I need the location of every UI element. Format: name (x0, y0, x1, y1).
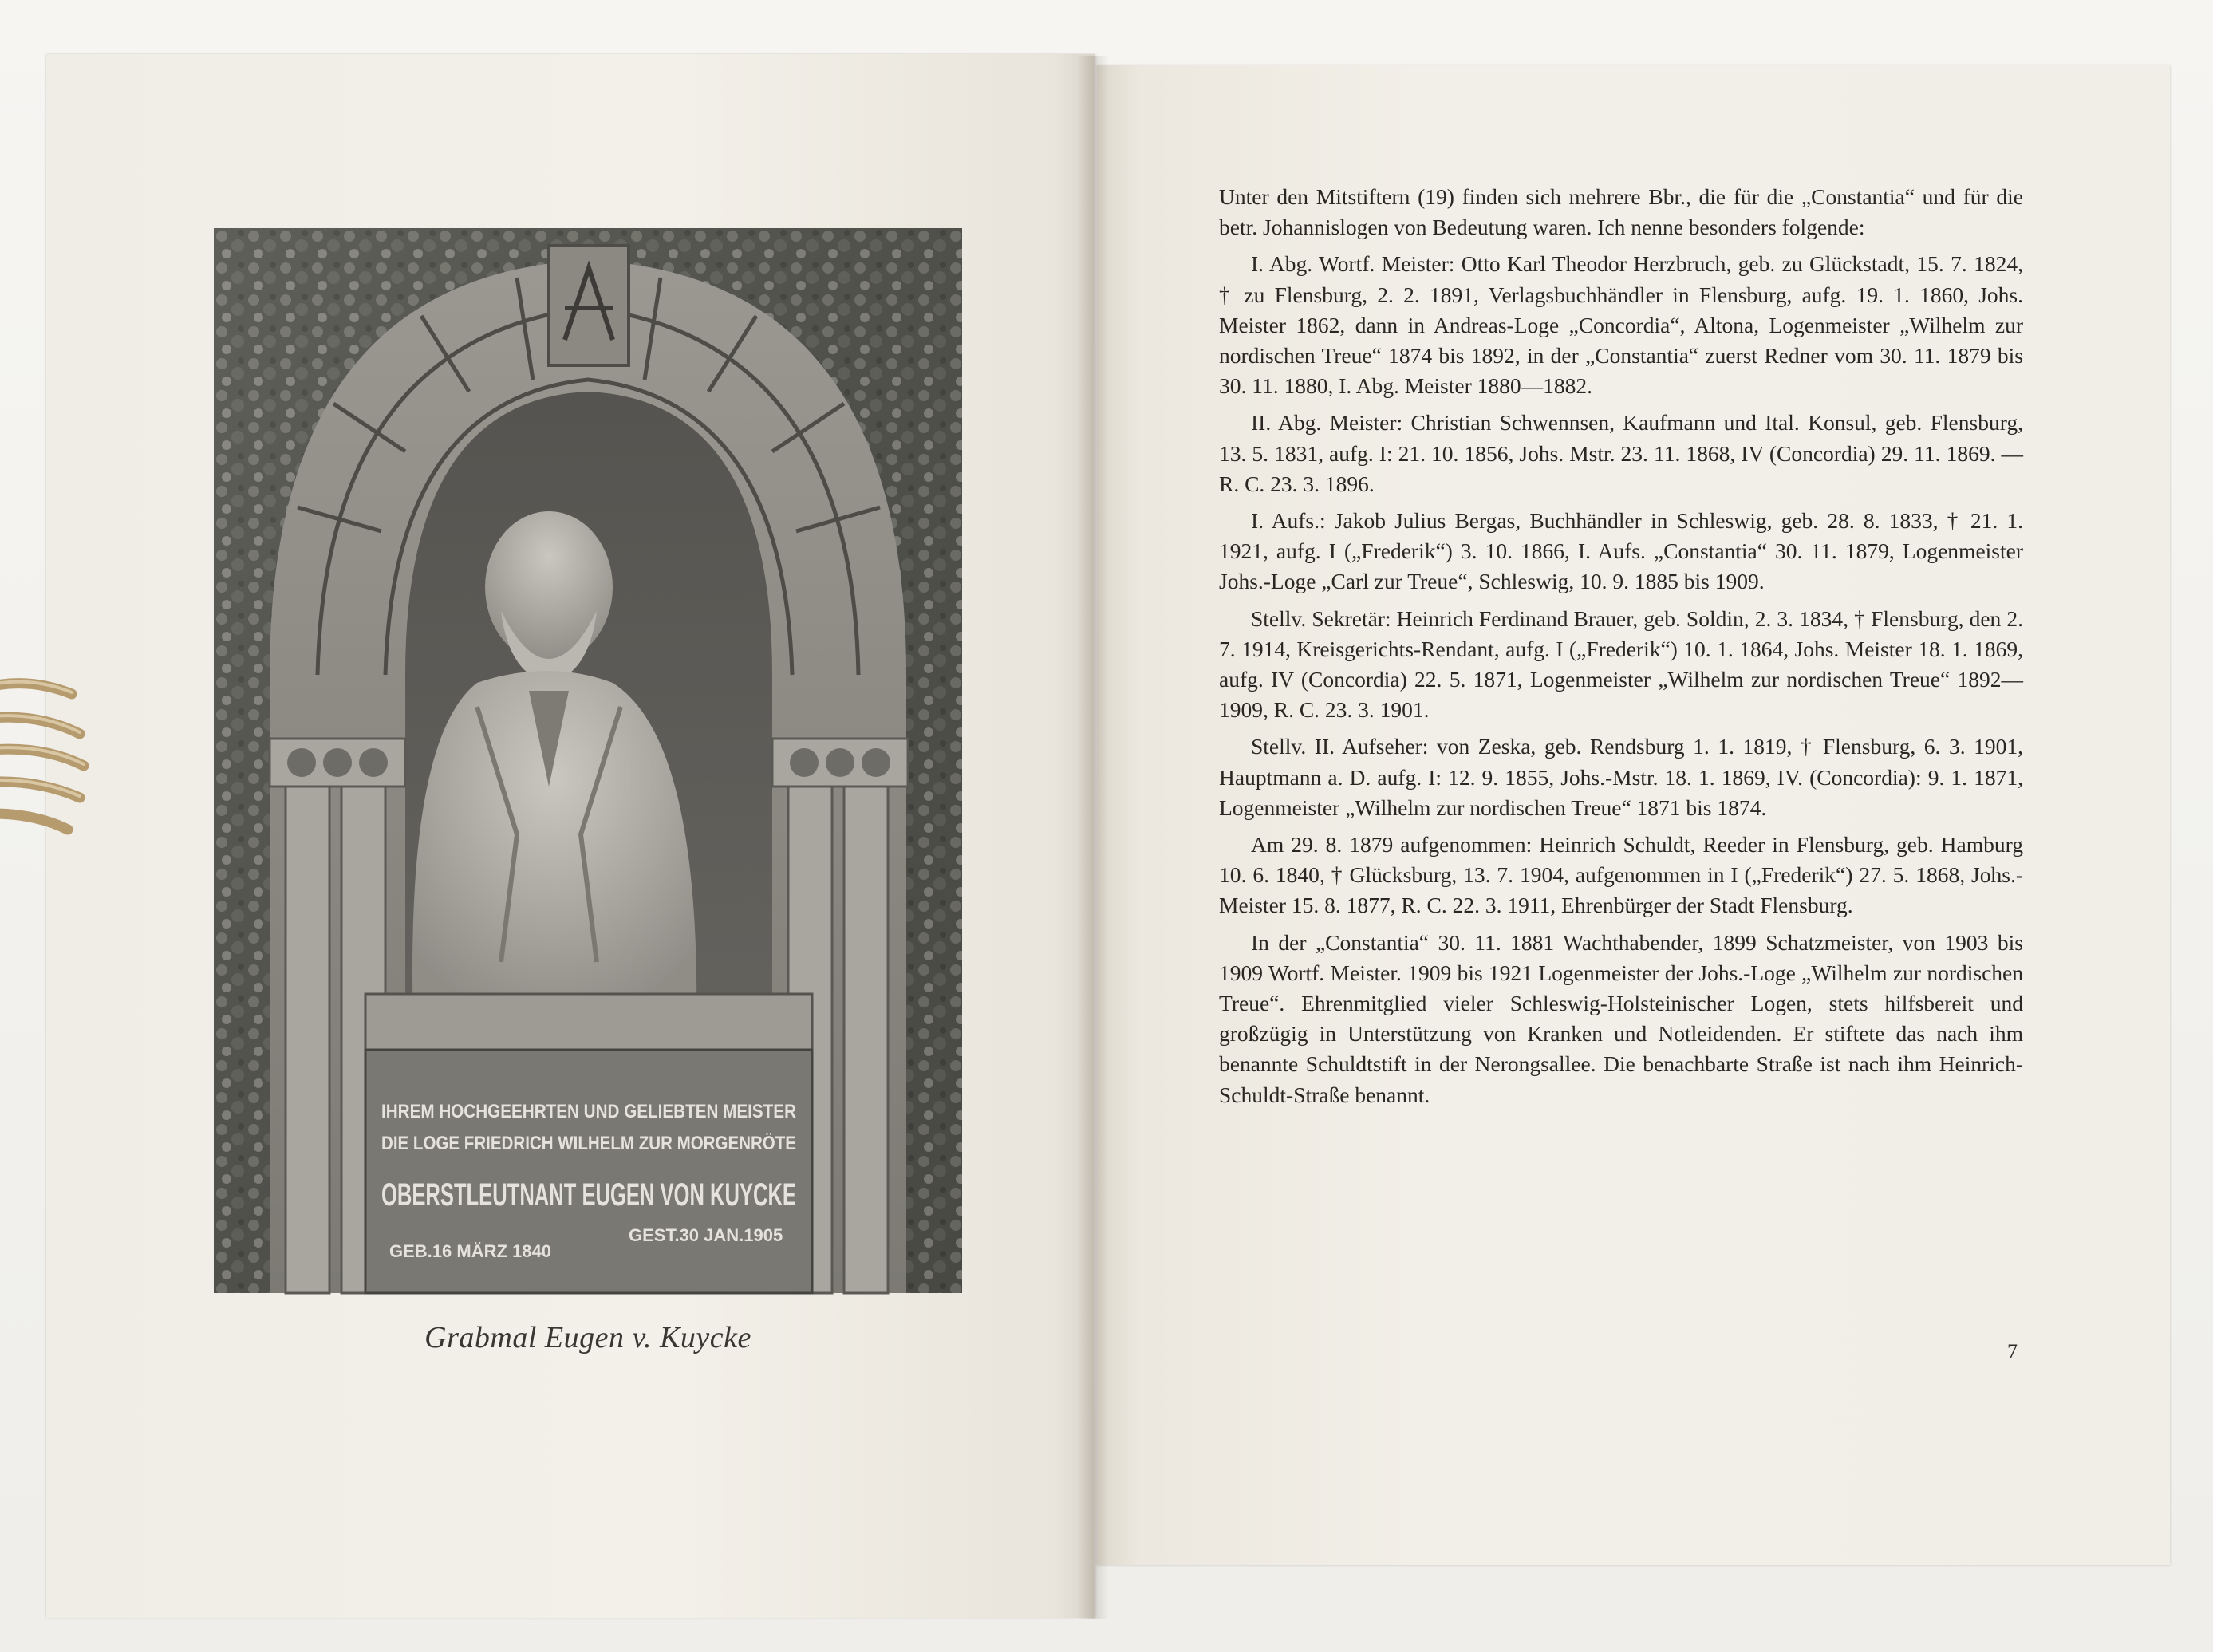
photo-caption: Grabmal Eugen v. Kuycke (424, 1321, 751, 1354)
paragraph-schuldt: Am 29. 8. 1879 aufgenommen: Heinrich Schuldt, Reeder in Flensburg, geb. Hamburg 10. 6. 1840, † Glücksburg, 13. 7. 1904, aufgenommen in I („Frederik“) 27. 5. 1868, Johs.-Meister 15. 8. 1877, R. C. 22. 3. 1911, Ehrenbürger der Stadt Flensburg. (1219, 832, 2023, 918)
page-number: 7 (2007, 1340, 2018, 1363)
grave-monument-photo (214, 228, 962, 1293)
book-gutter (1077, 56, 1109, 1619)
inscription-line-3: OBERSTLEUTNANT EUGEN VON KUYCKE (381, 1177, 796, 1212)
paragraph-intro: Unter den Mitstiftern (19) finden sich mehrere Bbr., die für die „Constantia“ und für die betr. Johannislogen von Bedeutung waren. Ich nenne besonders folgende: (1219, 184, 2023, 240)
inscription-born: GEB.16 MÄRZ 1840 (389, 1241, 551, 1261)
paragraph-brauer: Stellv. Sekretär: Heinrich Ferdinand Brauer, geb. Soldin, 2. 3. 1834, † Flensburg, den 2. 7. 1914, Kreisgerichts-Rendant, aufg. I („Frederik“) 10. 1. 1864, Johs. Meister 18. 1. 1869, aufg. IV (Concordia) 22. 5. 1871, Logenmeister „Wilhelm zur nordischen Treue“ 1892—1909, R. C. 23. 3. 1901. (1219, 605, 2023, 723)
paragraph-schwennsen: II. Abg. Meister: Christian Schwennsen, Kaufmann und Ital. Konsul, geb. Flensburg, 13. 5. 1831, aufg. I: 21. 10. 1856, Johs. Mstr. 23. 11. 1868, IV (Concordia) 29. 11. 1869. — R. C. 23. 3. 1896. (1219, 410, 2023, 496)
paragraph-zeska: Stellv. II. Aufseher: von Zeska, geb. Rendsburg 1. 1. 1819, † Flensburg, 6. 3. 1901, Hauptmann a. D. aufg. I: 12. 9. 1855, Johs.-Mstr. 18. 1. 1869, IV. (Concordia): 9. 1. 1871, Logenmeister „Wilhelm zur nordischen Treue“ 1871 bis 1874. (1219, 734, 2023, 820)
main-text (1219, 182, 2023, 1117)
paragraph-constantia: In der „Constantia“ 30. 11. 1881 Wachthabender, 1899 Schatzmeister, von 1903 bis 1909 Wortf. Meister. 1909 bis 1921 Logenmeister der Johs.-Loge „Wilhelm zur nordischen Treue“. Ehrenmitglied vieler Schleswig-Holsteinischer Logen, stets hilfsbereit und großzügig in Unterstützung von Kranken und Notleidenden. Er stiftete das nach ihm benannte Schuldtstift in der Nerongsallee. Die benachbarte Straße ist nach ihm Heinrich-Schuldt-Straße benannt. (1219, 929, 2023, 1107)
paragraph-herzbruch: I. Abg. Wortf. Meister: Otto Karl Theodor Herzbruch, geb. zu Glückstadt, 15. 7. 1824, † zu Flensburg, 2. 2. 1891, Verlagsbuchhändler in Flensburg, aufg. 19. 1. 1860, Johs. Meister 1862, dann in Andreas-Loge „Concordia“, Altona, Logenmeister „Wilhelm zur nordischen Treue“ 1874 bis 1892, in der „Constantia“ zuerst Redner vom 30. 11. 1879 bis 30. 11. 1880, I. Abg. Meister 1880—1882. (1219, 251, 2023, 399)
inscription-died: GEST.30 JAN.1905 (629, 1225, 783, 1245)
paragraph-bergas: I. Aufs.: Jakob Julius Bergas, Buchhändler in Schleswig, geb. 28. 8. 1833, † 21. 1. 1921, aufg. I („Frederik“) 3. 10. 1866, I. Aufs. „Constantia“ 30. 11. 1879, Logenmeister Johs.-Loge „Carl zur Treue“, Schleswig, 10. 9. 1885 bis 1909. (1219, 508, 2023, 594)
ribbon-bookmark (0, 670, 88, 861)
inscription-line-1: IHREM HOCHGEEHRTEN UND GELIEBTEN MEISTER (381, 1101, 796, 1122)
inscription-line-2: DIE LOGE FRIEDRICH WILHELM ZUR MORGENRÖTE (381, 1133, 796, 1154)
